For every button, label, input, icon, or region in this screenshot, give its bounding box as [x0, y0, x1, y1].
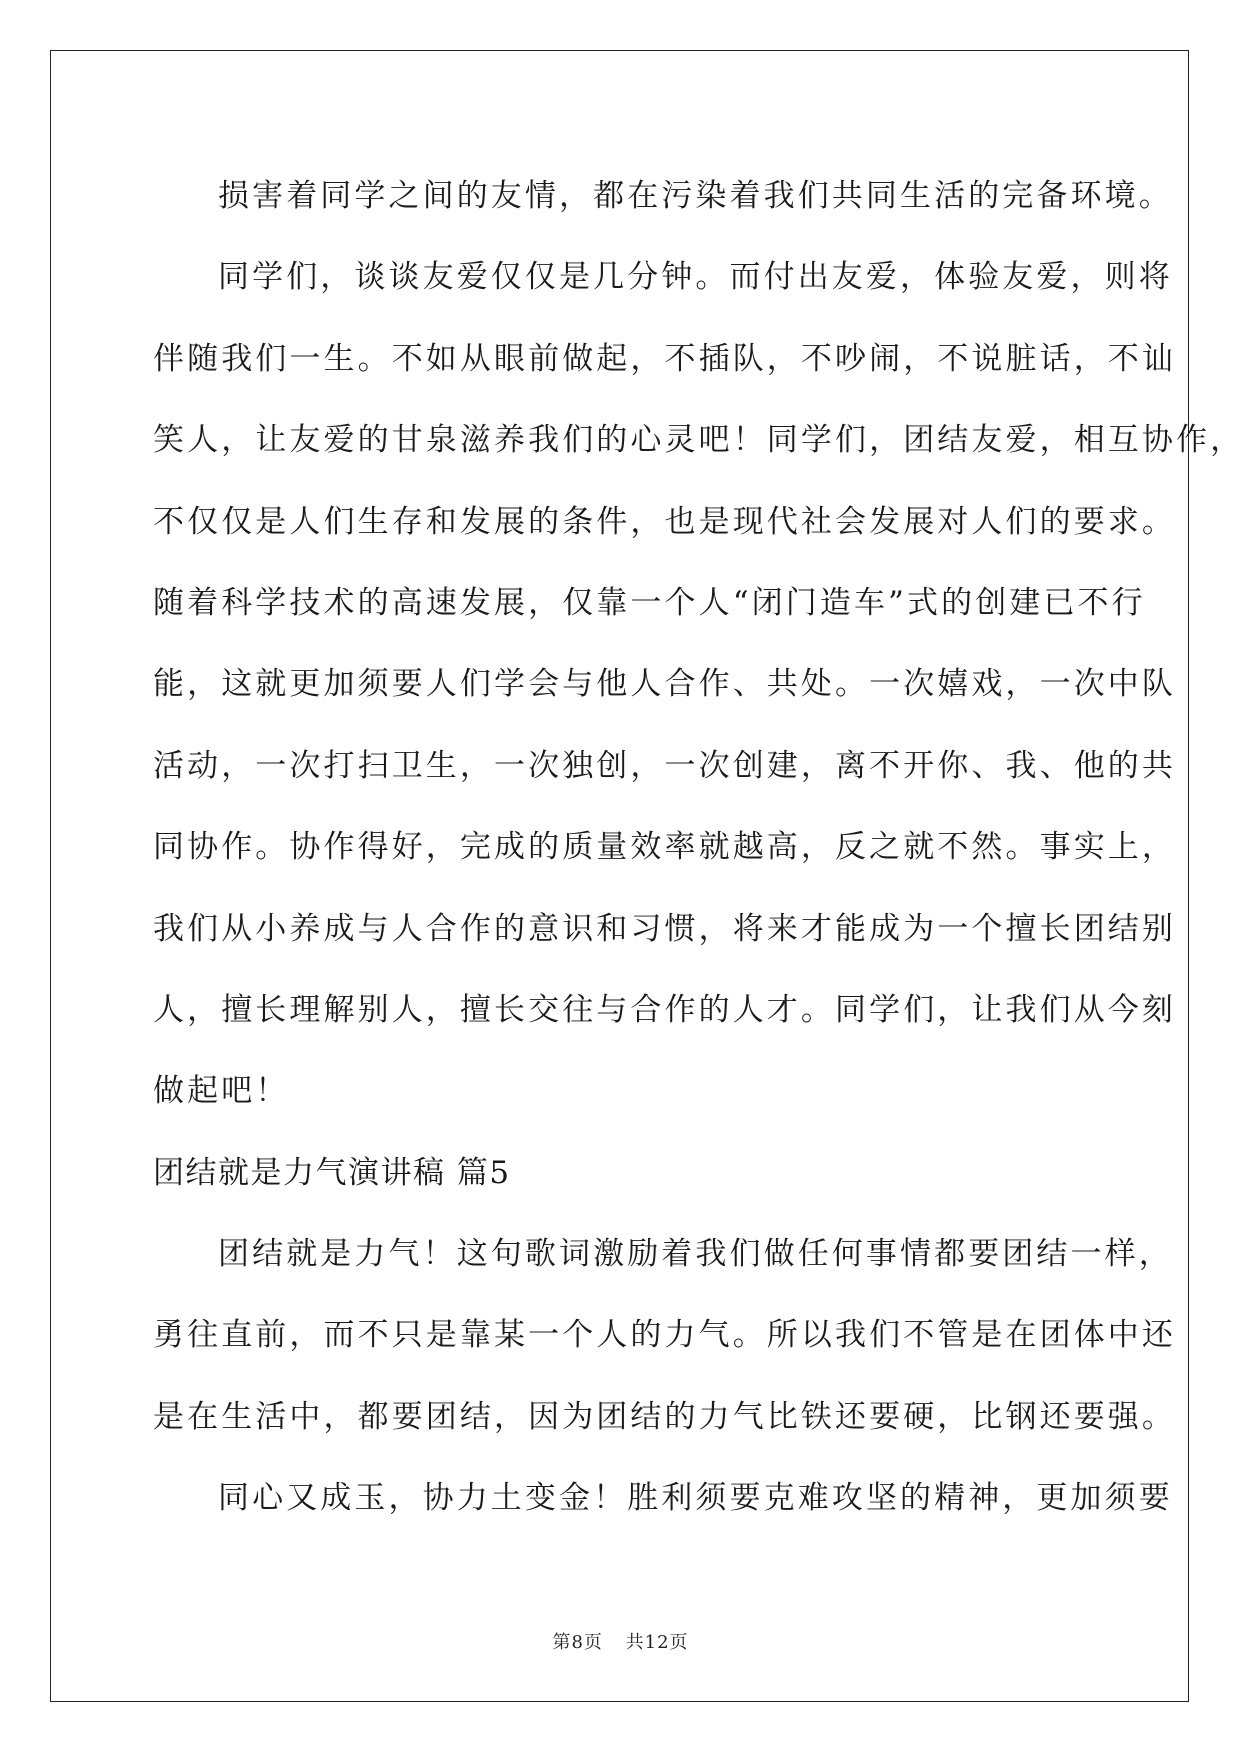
- paragraph-start-line: 同心又成玉，协力土变金！胜利须要克难攻坚的精神，更加须要: [218, 1480, 1173, 1517]
- text-line: 不仅仅是人们生存和发展的条件，也是现代社会发展对人们的要求。: [153, 503, 1176, 540]
- text-line: 随着科学技术的高速发展，仅靠一个人“闭门造车”式的创建已不行: [153, 584, 1146, 621]
- page-footer: [0, 1628, 1241, 1654]
- section-heading: 团结就是力气演讲稿 篇5: [153, 1154, 511, 1191]
- text-line: 是在生活中，都要团结，因为团结的力气比铁还要硬，比钢还要强。: [153, 1398, 1176, 1435]
- text-line: 活动，一次打扫卫生，一次独创，一次创建，离不开你、我、他的共: [153, 747, 1176, 784]
- text-line: 人，擅长理解别人，擅长交往与合作的人才。同学们，让我们从今刻: [153, 991, 1176, 1028]
- text-line: 伴随我们一生。不如从眼前做起，不插队，不吵闹，不说脏话，不讪: [153, 340, 1176, 377]
- document-body: [153, 164, 1244, 1548]
- text-line: 我们从小养成与人合作的意识和习惯，将来才能成为一个擅长团结别: [153, 910, 1176, 947]
- page-number: 第8页: [552, 1632, 603, 1653]
- text-line: 能，这就更加须要人们学会与他人合作、共处。一次嬉戏，一次中队: [153, 666, 1176, 703]
- paragraph-start-line: 同学们，谈谈友爱仅仅是几分钟。而付出友爱，体验友爱，则将: [218, 259, 1173, 296]
- text-line: 同协作。协作得好，完成的质量效率就越高，反之就不然。事实上，: [153, 829, 1176, 866]
- text-line: 损害着同学之间的友情，都在污染着我们共同生活的完备环境。: [218, 178, 1173, 214]
- text-line: 笑人，让友爱的甘泉滋养我们的心灵吧！同学们，团结友爱，相互协作，: [153, 422, 1244, 459]
- paragraph-start-line: 团结就是力气！这句歌词激励着我们做任何事情都要团结一样，: [218, 1236, 1173, 1273]
- page-total: 共12页: [625, 1632, 689, 1653]
- text-line: 勇往直前，而不只是靠某一个人的力气。所以我们不管是在团体中还: [153, 1317, 1176, 1354]
- text-line: 做起吧！: [153, 1073, 290, 1110]
